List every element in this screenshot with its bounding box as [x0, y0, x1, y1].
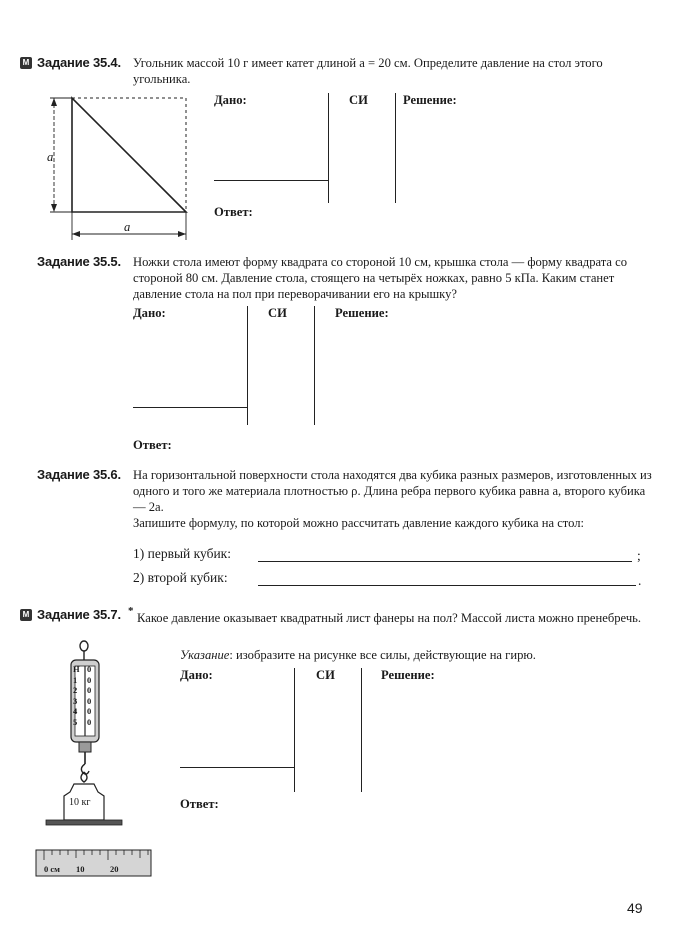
task-35-4-text: Угольник массой 10 г имеет катет длиной a = 20 см. Определите давление на стол этого угольника. — [133, 56, 603, 86]
si-label: СИ — [349, 93, 368, 107]
solution-label: Решение: — [381, 668, 435, 682]
hint — [180, 647, 536, 663]
star-mark: * — [128, 605, 134, 617]
given-label: Дано: — [180, 668, 213, 682]
methodical-icon: М — [20, 57, 32, 69]
dyn-mark: 0 — [87, 716, 92, 727]
answer-label: Ответ: — [133, 438, 172, 452]
triangle-figure — [40, 92, 200, 242]
si-divider — [314, 306, 315, 425]
dyn-mark: 5 — [73, 716, 78, 727]
task-35-7-text: Какое давление оказывает квадратный лист фанеры на пол? Массой листа можно пренебречь. — [137, 611, 642, 625]
solution-label: Решение: — [403, 93, 457, 107]
item-first-cube: 1) первый кубик: — [133, 546, 231, 561]
triangle — [72, 98, 186, 212]
task-35-6-text: На горизонтальной поверхности стола находятся два кубика разных размеров, изготовленных из одного и того же материала плотностью ρ. Длина ребра первого кубика равна a, второго кубика — 2a. — [133, 468, 652, 514]
dyn-scale-right — [87, 664, 91, 728]
si-divider — [361, 668, 362, 792]
task-35-5-label: Задание 35.5. — [37, 254, 121, 269]
dyn-mark: 0 — [87, 664, 92, 674]
ruler-label-10: 10 — [76, 864, 85, 874]
dyn-mark: 2 — [73, 685, 78, 696]
dyn-mark: 0 — [87, 695, 92, 706]
item1-end: ; — [637, 548, 641, 563]
dyn-letter: Н — [73, 664, 80, 674]
task-35-4-label: Задание 35.4. — [37, 55, 121, 70]
given-underline — [133, 407, 248, 408]
hint-text: : изобразите на рисунке все силы, действующие на гирю. — [229, 648, 536, 662]
given-underline — [180, 767, 295, 768]
weight-label: 10 кг — [69, 797, 91, 808]
given-underline — [214, 180, 329, 181]
dyn-mark: 3 — [73, 695, 78, 706]
dyn-mark: 1 — [73, 674, 78, 685]
task-35-6-label: Задание 35.6. — [37, 467, 121, 482]
item-second-cube: 2) второй кубик: — [133, 570, 228, 585]
answer-label: Ответ: — [180, 797, 219, 811]
solution-label: Решение: — [335, 306, 389, 320]
page-number: 49 — [627, 900, 643, 916]
ruler-label-0: 0 см — [44, 864, 60, 874]
si-label: СИ — [316, 668, 335, 682]
answer-label: Ответ: — [214, 205, 253, 219]
si-divider — [395, 93, 396, 203]
side-label-bottom: a — [124, 220, 131, 234]
si-label: СИ — [268, 306, 287, 320]
task-35-6-instruction: Запишите формулу, по которой можно рассчитать давление каждого кубика на стол: — [133, 516, 585, 530]
ruler-label-20: 20 — [110, 864, 119, 874]
given-label: Дано: — [214, 93, 247, 107]
first-cube-answer-line[interactable] — [258, 561, 632, 562]
side-label-left: a — [47, 150, 54, 164]
dyn-mark: 0 — [87, 674, 92, 685]
methodical-icon: М — [20, 609, 32, 621]
dynamometer-figure — [36, 640, 156, 880]
task-35-7-label: Задание 35.7. — [37, 607, 121, 622]
task-35-5-text: Ножки стола имеют форму квадрата со стороной 10 см, крышка стола — форму квадрата со стороной 80 см. Давление стола, стоящего на четырёх ножках, равно 5 кПа. Каким станет давление стола на пол при переворачивании его на крышку? — [133, 255, 628, 301]
dyn-mark: 4 — [73, 706, 78, 717]
given-divider — [328, 93, 329, 203]
dyn-mark: 0 — [87, 685, 92, 696]
given-divider — [294, 668, 295, 792]
second-cube-answer-line[interactable] — [258, 585, 636, 586]
item2-end: . — [638, 573, 642, 588]
hint-label: Указание — [180, 648, 230, 662]
dyn-mark: 0 — [87, 706, 92, 717]
dyn-scale-left — [73, 664, 80, 728]
given-label: Дано: — [133, 306, 166, 320]
